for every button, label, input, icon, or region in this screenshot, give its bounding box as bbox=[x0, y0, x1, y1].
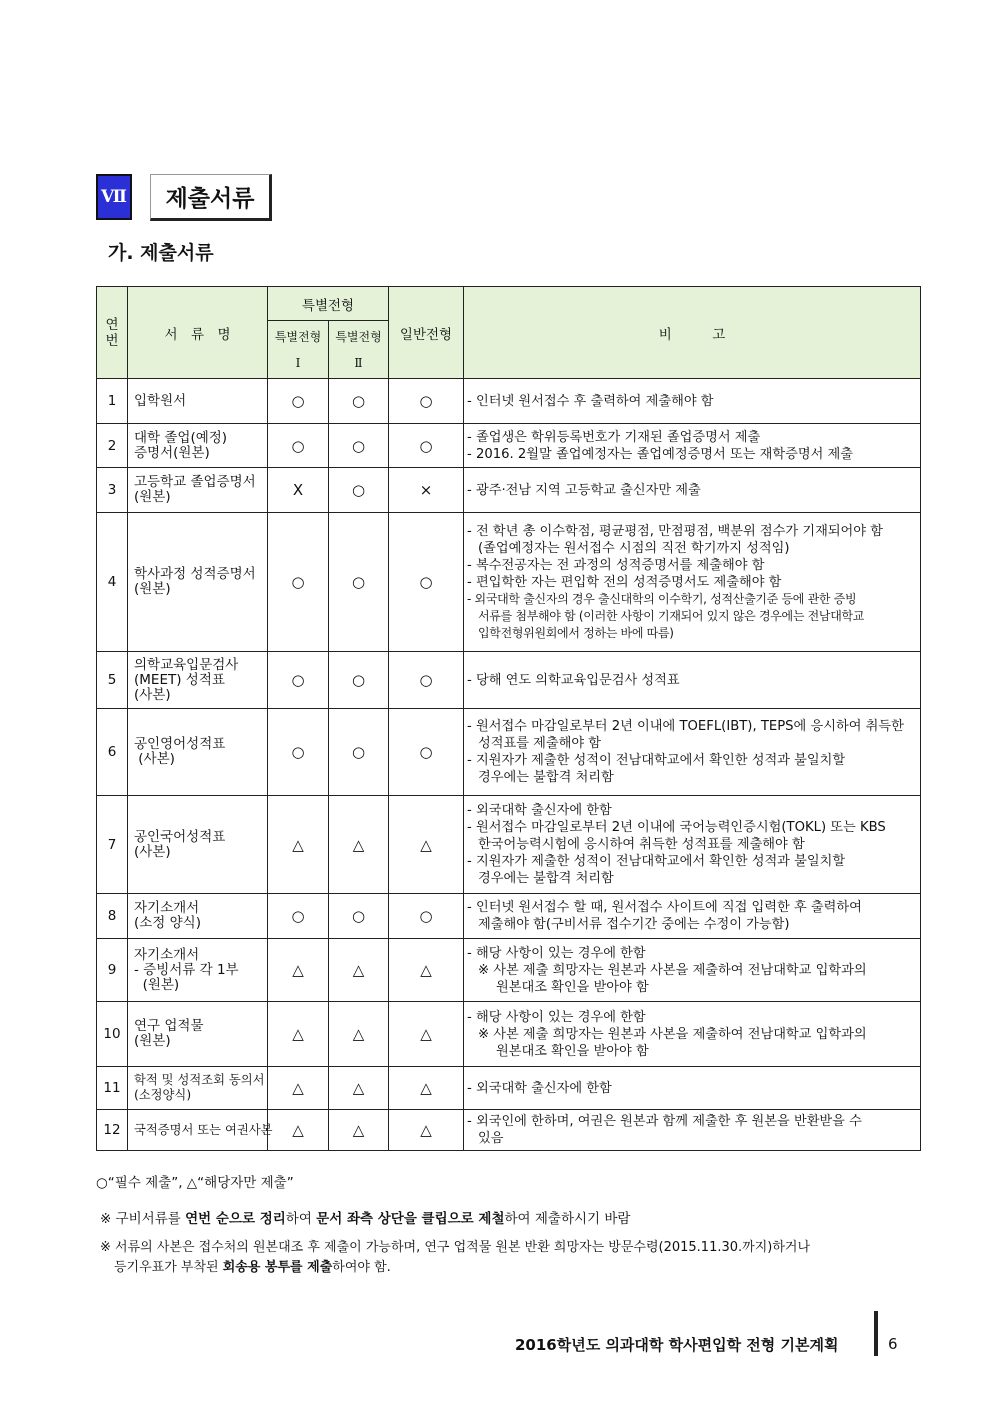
row-number: 12 bbox=[97, 1110, 128, 1151]
document-name bbox=[128, 709, 268, 796]
remarks bbox=[464, 1067, 921, 1110]
mark-general: △ bbox=[389, 1110, 464, 1151]
document-name-text: 학사과정 성적증명서 (원본) bbox=[134, 566, 256, 597]
mark-special-2: ○ bbox=[329, 513, 389, 652]
remark-line: - 인터넷 원서접수 후 출력하여 제출해야 함 bbox=[467, 393, 714, 409]
remarks bbox=[464, 894, 921, 939]
remark-line: - 외국대학 출신자에 한함 bbox=[467, 803, 612, 818]
mark-special-2: ○ bbox=[329, 379, 389, 424]
mark-general: ○ bbox=[389, 424, 464, 468]
table-row bbox=[97, 939, 921, 1002]
remark-line: 성적표를 제출해야 함 bbox=[478, 736, 602, 751]
table-row bbox=[97, 513, 921, 652]
header-general: 일반전형 bbox=[389, 287, 464, 379]
header-notes: 비 고 bbox=[464, 287, 921, 379]
page-number: 6 bbox=[888, 1335, 898, 1353]
remark-line: - 졸업생은 학위등록번호가 기재된 졸업증명서 제출 bbox=[467, 429, 761, 445]
table-row bbox=[97, 1002, 921, 1067]
remark-line: - 전 학년 총 이수학점, 평균평점, 만점평점, 백분위 점수가 기재되어야 함 bbox=[467, 523, 883, 539]
table-row bbox=[97, 379, 921, 424]
remark-line: ※ 사본 제출 희망자는 원본과 사본을 제출하여 전남대학교 입학과의 bbox=[478, 1026, 867, 1042]
mark-special-1: ○ bbox=[268, 894, 329, 939]
document-name bbox=[128, 894, 268, 939]
mark-special-1: △ bbox=[268, 1002, 329, 1067]
remark-line: - 지원자가 제출한 성적이 전남대학교에서 확인한 성적과 불일치할 bbox=[467, 753, 846, 768]
table-row bbox=[97, 468, 921, 513]
mark-special-1: ○ bbox=[268, 513, 329, 652]
mark-special-2: ○ bbox=[329, 652, 389, 709]
document-name bbox=[128, 939, 268, 1002]
header-no: 연번 bbox=[97, 287, 128, 379]
document-name bbox=[128, 1110, 273, 1151]
row-number: 2 bbox=[97, 424, 128, 468]
mark-special-2: ○ bbox=[329, 468, 389, 513]
mark-general: ○ bbox=[389, 709, 464, 796]
document-name bbox=[128, 379, 268, 424]
mark-special-1: ○ bbox=[268, 709, 329, 796]
row-number: 4 bbox=[97, 513, 128, 652]
document-name-text: 고등학교 졸업증명서 (원본) bbox=[134, 474, 256, 505]
mark-special-2: △ bbox=[329, 1110, 389, 1151]
document-name bbox=[128, 1002, 268, 1067]
remark-line: - 지원자가 제출한 성적이 전남대학교에서 확인한 성적과 불일치할 bbox=[467, 854, 846, 869]
table-row bbox=[97, 1067, 921, 1110]
mark-special-1: ○ bbox=[268, 424, 329, 468]
row-number: 5 bbox=[97, 652, 128, 709]
table-row bbox=[97, 652, 921, 709]
mark-special-2: ○ bbox=[329, 424, 389, 468]
mark-general: △ bbox=[389, 1067, 464, 1110]
remark-line: - 원서접수 마감일로부터 2년 이내에 국어능력인증시험(TOKL) 또는 KBS bbox=[467, 820, 886, 835]
remarks bbox=[464, 939, 921, 1002]
remarks bbox=[464, 424, 921, 468]
remark-line: - 복수전공자는 전 과정의 성적증명서를 제출해야 함 bbox=[467, 557, 765, 573]
mark-general: × bbox=[389, 468, 464, 513]
mark-general: ○ bbox=[389, 894, 464, 939]
table-row bbox=[97, 424, 921, 468]
remark-line: - 외국대학 출신자의 경우 출신대학의 이수학기, 성적산출기준 등에 관한 증빙 bbox=[467, 591, 857, 606]
mark-special-2: △ bbox=[329, 1002, 389, 1067]
document-name-text: 대학 졸업(예정) 증명서(원본) bbox=[134, 429, 228, 461]
remark-line: - 인터넷 원서접수 할 때, 원서접수 사이트에 직접 입력한 후 출력하여 bbox=[467, 900, 862, 915]
remarks bbox=[464, 1002, 921, 1067]
remark-line: - 2016. 2월말 졸업예정자는 졸업예정증명서 또는 재학증명서 제출 bbox=[467, 446, 853, 462]
header-name: 서 류 명 bbox=[128, 287, 268, 379]
document-name bbox=[128, 424, 268, 468]
remark-line: 서류를 첨부해야 함 (이러한 사항이 기재되어 있지 않은 경우에는 전남대학교 bbox=[478, 608, 865, 623]
legend: ○“필수 제출”, △“해당자만 제출” bbox=[96, 1175, 294, 1191]
document-name bbox=[128, 513, 268, 652]
document-name bbox=[128, 468, 268, 513]
remark-line: 있음 bbox=[478, 1131, 504, 1146]
document-name-text: 자기소개서 - 증빙서류 각 1부 (원본) bbox=[134, 946, 239, 993]
documents-table bbox=[96, 286, 921, 1151]
table-row bbox=[97, 1110, 921, 1151]
table-row bbox=[97, 894, 921, 939]
mark-special-2: △ bbox=[329, 939, 389, 1002]
remark-line: 원본대조 확인을 받아야 함 bbox=[496, 979, 649, 995]
mark-general: △ bbox=[389, 939, 464, 1002]
mark-general: △ bbox=[389, 796, 464, 894]
remark-line: 제출해야 함(구비서류 접수기간 중에는 수정이 가능함) bbox=[478, 917, 790, 932]
remark-line: - 해당 사항이 있는 경우에 한함 bbox=[467, 1009, 646, 1025]
remark-line: - 광주·전남 지역 고등학교 출신자만 제출 bbox=[467, 482, 701, 498]
row-number: 10 bbox=[97, 1002, 128, 1067]
mark-special-1: ○ bbox=[268, 379, 329, 424]
remark-line: 경우에는 불합격 처리함 bbox=[478, 871, 614, 886]
mark-special-1: △ bbox=[268, 1110, 329, 1151]
document-name-text: 입학원서 bbox=[134, 392, 187, 409]
mark-special-1: △ bbox=[268, 939, 329, 1002]
mark-general: ○ bbox=[389, 513, 464, 652]
section-title: 제출서류 bbox=[150, 174, 272, 221]
remark-line: 원본대조 확인을 받아야 함 bbox=[496, 1043, 649, 1059]
remark-line: - 외국대학 출신자에 한함 bbox=[467, 1080, 612, 1096]
row-number: 7 bbox=[97, 796, 128, 894]
table-row bbox=[97, 709, 921, 796]
remark-line: - 편입학한 자는 편입학 전의 성적증명서도 제출해야 함 bbox=[467, 574, 782, 590]
remarks bbox=[464, 796, 921, 894]
document-name-text: 학적 및 성적조회 동의서 (소정양식) bbox=[134, 1073, 265, 1102]
mark-special-1: △ bbox=[268, 796, 329, 894]
row-number: 6 bbox=[97, 709, 128, 796]
document-name-text: 자기소개서 (소정 양식) bbox=[134, 900, 201, 931]
document-name-text: 국적증명서 또는 여권사본 bbox=[134, 1122, 273, 1137]
remark-line: 입학전형위원회에서 정하는 바에 따름) bbox=[478, 625, 674, 640]
footer-title: 2016학년도 의과대학 학사편입학 전형 기본계획 bbox=[515, 1336, 839, 1354]
remark-line: - 원서접수 마감일로부터 2년 이내에 TOEFL(IBT), TEPS에 응시하여 취득한 bbox=[467, 719, 904, 734]
document-name-text: 공인국어성적표 (사본) bbox=[134, 828, 226, 860]
mark-special-2: ○ bbox=[329, 894, 389, 939]
document-name-text: 공인영어성적표 (사본) bbox=[134, 736, 226, 767]
mark-special-2: ○ bbox=[329, 709, 389, 796]
remark-line: 한국어능력시험에 응시하여 취득한 성적표를 제출해야 함 bbox=[478, 837, 805, 852]
mark-general: △ bbox=[389, 1002, 464, 1067]
remark-line: ※ 사본 제출 희망자는 원본과 사본을 제출하여 전남대학교 입학과의 bbox=[478, 962, 867, 978]
remark-line: - 당해 연도 의학교육입문검사 성적표 bbox=[467, 672, 680, 688]
note-1: ※ 구비서류를 연번 순으로 정리하여 문서 좌측 상단을 클립으로 제철하여 제출하시기 바람 bbox=[100, 1211, 631, 1227]
header-special-1: 특별전형 Ⅰ bbox=[268, 321, 329, 379]
section-number: Ⅶ bbox=[96, 174, 132, 220]
remark-line: - 외국인에 한하며, 여권은 원본과 함께 제출한 후 원본을 반환받을 수 bbox=[467, 1114, 862, 1129]
row-number: 1 bbox=[97, 379, 128, 424]
note-2: ※ 서류의 사본은 접수처의 원본대조 후 제출이 가능하며, 연구 업적물 원본 반환 희망자는 방문수령(2015.11.30.까지)하거나 등기우표가 부착된 회송용 봉투를 제출하여야 함. bbox=[100, 1240, 811, 1275]
document-name-text: 연구 업적물 (원본) bbox=[134, 1018, 204, 1049]
remarks bbox=[464, 652, 921, 709]
row-number: 3 bbox=[97, 468, 128, 513]
mark-special-1: △ bbox=[268, 1067, 329, 1110]
document-name bbox=[128, 1067, 268, 1110]
table-row bbox=[97, 796, 921, 894]
mark-general: ○ bbox=[389, 379, 464, 424]
remarks bbox=[464, 379, 921, 424]
row-number: 11 bbox=[97, 1067, 128, 1110]
remark-line: (졸업예정자는 원서접수 시점의 직전 학기까지 성적임) bbox=[478, 540, 790, 556]
mark-special-2: △ bbox=[329, 1067, 389, 1110]
remark-line: - 해당 사항이 있는 경우에 한함 bbox=[467, 945, 646, 961]
row-number: 9 bbox=[97, 939, 128, 1002]
remarks bbox=[464, 513, 921, 652]
document-name bbox=[128, 796, 268, 894]
remarks bbox=[464, 468, 921, 513]
subsection-title: 가. 제출서류 bbox=[108, 242, 214, 264]
header-special-group: 특별전형 bbox=[268, 287, 389, 321]
mark-special-2: △ bbox=[329, 796, 389, 894]
header-special-2: 특별전형 Ⅱ bbox=[329, 321, 389, 379]
remarks bbox=[464, 709, 921, 796]
document-name bbox=[128, 652, 268, 709]
mark-special-1: ○ bbox=[268, 652, 329, 709]
mark-special-1: X bbox=[268, 468, 329, 513]
row-number: 8 bbox=[97, 894, 128, 939]
mark-general: ○ bbox=[389, 652, 464, 709]
document-name-text: 의학교육입문검사 (MEET) 성적표 (사본) bbox=[134, 656, 239, 703]
footer-divider bbox=[874, 1311, 878, 1356]
remark-line: 경우에는 불합격 처리함 bbox=[478, 770, 614, 785]
remarks bbox=[464, 1110, 921, 1151]
